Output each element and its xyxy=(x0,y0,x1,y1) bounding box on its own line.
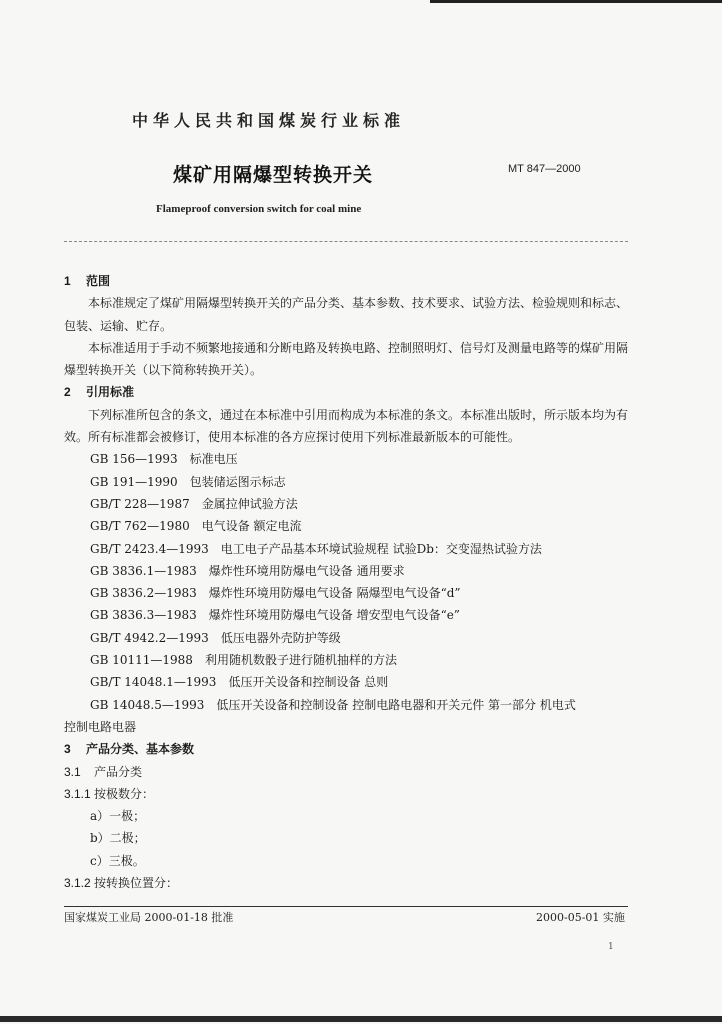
section-heading: 2 引用标准 xyxy=(64,385,135,400)
reference-item: GB 14048.5—1993 低压开关设备和控制设备 控制电路电器和开关元件 第一部分 机电式 控制电路电器 xyxy=(64,697,576,734)
reference-item: GB 10111—1988 利用随机数骰子进行随机抽样的方法 xyxy=(90,653,397,668)
subsection-heading: 3.1.2 按转换位置分： xyxy=(64,876,179,891)
section-heading: 1 范围 xyxy=(64,274,111,288)
paragraph: 本标准规定了煤矿用隔爆型转换开关的产品分类、基本参数、技术要求、试验方法、检验规则和标志、包装、运输、贮存。 xyxy=(64,296,629,333)
scan-edge-bottom xyxy=(0,1016,722,1022)
subsection-heading: 3.1.1 按极数分： xyxy=(64,786,155,801)
paragraph: 下列标准所包含的条文，通过在本标准中引用而构成为本标准的条文。本标准出版时，所示版本均为有效。所有标准都会被修订，使用本标准的各方应探讨使用下列标准最新版本的可能性。 xyxy=(64,407,629,445)
reference-item: GB/T 14048.1—1993 低压开关设备和控制设备 总则 xyxy=(90,675,389,690)
reference-item: GB 3836.2—1983 爆炸性环境用防爆电气设备 隔爆型电气设备“d” xyxy=(90,586,461,601)
list-item: a）一极； xyxy=(90,809,146,824)
effective-date: 2000-05-01 实施 xyxy=(536,911,625,924)
reference-item: GB/T 4942.2—1993 低压电器外壳防护等级 xyxy=(90,630,341,645)
document-body xyxy=(64,270,628,894)
reference-item: GB 3836.3—1983 爆炸性环境用防爆电气设备 增安型电气设备“e” xyxy=(90,608,460,623)
reference-list xyxy=(64,448,628,738)
reference-item: GB 3836.1—1983 爆炸性环境用防爆电气设备 通用要求 xyxy=(90,563,405,578)
paragraph: 本标准适用于手动不频繁地接通和分断电路及转换电路、控制照明灯、信号灯及测量电路等的煤矿用隔爆型转换开关（以下简称转换开关）。 xyxy=(64,340,629,378)
reference-item: GB/T 228—1987 金属拉伸试验方法 xyxy=(90,496,298,511)
list-item: c）三极。 xyxy=(90,853,145,868)
english-title: Flameproof conversion switch for coal mine xyxy=(156,203,362,215)
issue-info: 国家煤炭工业局 2000-01-18 批准 xyxy=(64,911,234,924)
page-number: 1 xyxy=(608,942,614,952)
reference-item: GB 156—1993 标准电压 xyxy=(90,452,238,467)
header-divider xyxy=(64,241,628,242)
subsection-heading: 3.1 产品分类 xyxy=(64,764,143,779)
standard-category: 中华人民共和国煤炭行业标准 xyxy=(132,111,406,130)
reference-item: GB 191—1990 包装储运图示标志 xyxy=(90,474,286,489)
reference-item: GB/T 2423.4—1993 电工电子产品基本环境试验规程 试验Db：交变湿热试验方法 xyxy=(90,541,542,556)
scan-edge-top xyxy=(430,0,722,3)
footer-divider xyxy=(64,906,628,907)
document-title: 煤矿用隔爆型转换开关 xyxy=(173,164,374,186)
section-heading: 3 产品分类、基本参数 xyxy=(64,742,195,757)
standard-code: MT 847—2000 xyxy=(508,163,581,175)
list-item: b）二极； xyxy=(90,831,146,846)
reference-item: GB/T 762—1980 电气设备 额定电流 xyxy=(90,519,302,534)
